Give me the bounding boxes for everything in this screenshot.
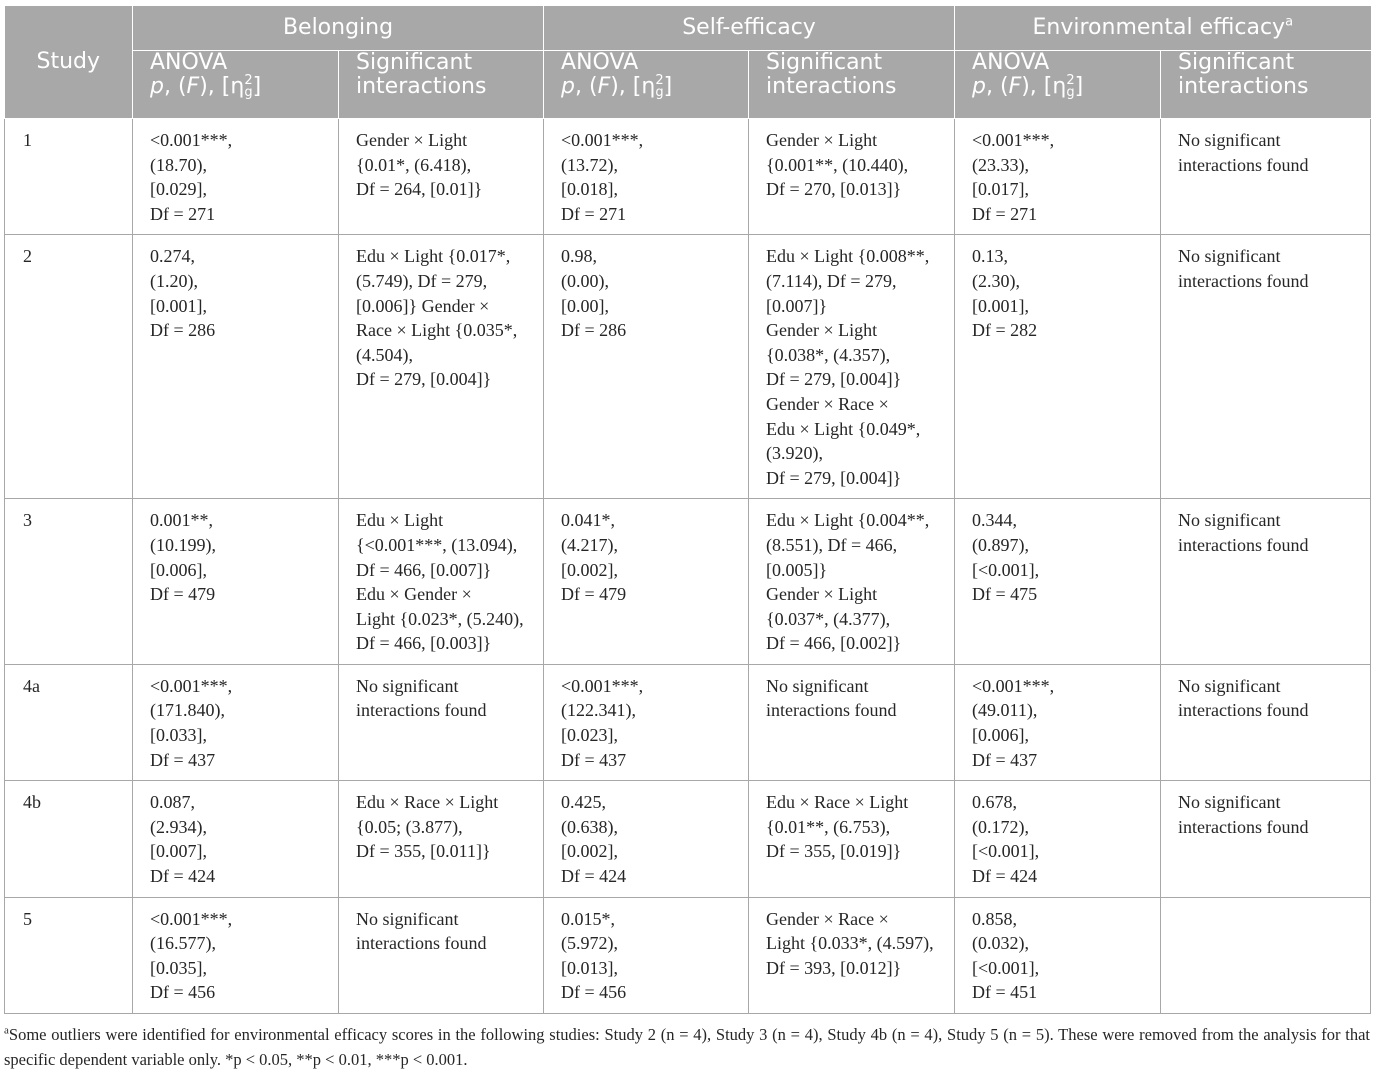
eta-label: η [641,74,656,99]
environmental-anova-cell: <0.001***, (23.33), [0.017], Df = 271 [955,119,1161,235]
anova-label: ANOVA [972,50,1050,75]
table-footnote [4,1022,1370,1072]
anova-label: ANOVA [561,50,639,75]
footnote-text: Some outliers were identified for environmental efficacy scores in the following studies: Study 2 (n = 4), Study 3 (n = 4), Study 4b (n = 4), Study 5 (n = 5). These were removed from the analysis for that specific dependent variable only. *p < 0.05, **p < 0.01, ***p < 0.001. [4,1025,1370,1069]
environmental-anova-cell: 0.13, (2.30), [0.001], Df = 282 [955,235,1161,499]
f-label: F [597,74,611,99]
f-label: F [186,74,200,99]
interactions-label: interactions [1178,74,1309,99]
significant-interactions-header [339,51,544,119]
study-cell: 4b [5,781,133,897]
self-efficacy-interactions-cell: No significant interactions found [749,664,955,780]
study-cell: 5 [5,897,133,1013]
belonging-anova-cell: <0.001***, (171.840), [0.033], Df = 437 [133,664,339,780]
group-header-belonging: Belonging [133,6,544,51]
significant-label: Significant [1178,50,1295,75]
environmental-interactions-cell: No significant interactions found [1161,119,1371,235]
belonging-interactions-cell: Gender × Light {0.01*, (6.418), Df = 264, [0.01]} [339,119,544,235]
group-header-self-efficacy: Self-efficacy [544,6,955,51]
belonging-interactions-cell: Edu × Light {<0.001***, (13.094), Df = 466, [0.007]} Edu × Gender × Light {0.023*, (5.240), Df = 466, [0.003]} [339,499,544,665]
group-header-environmental-efficacy: Environmental efficacy$^a$ [955,6,1371,51]
self-efficacy-anova-cell: <0.001***, (122.341), [0.023], Df = 437 [544,664,749,780]
belonging-interactions-cell: Edu × Light {0.017*, (5.749), Df = 279, [0.006]} Gender × Race × Light {0.035*, (4.504), Df = 279, [0.004]} [339,235,544,499]
belonging-anova-cell: <0.001***, (18.70), [0.029], Df = 271 [133,119,339,235]
anova-results-table [4,6,1371,1014]
anova-header: ANOVA p, (F), [η 2 g ] [955,51,1161,119]
self-efficacy-interactions-cell: Edu × Race × Light {0.01**, (6.753), Df = 355, [0.019]} [749,781,955,897]
footnote-marker-a: a [1285,14,1294,30]
belonging-interactions-cell: Edu × Race × Light {0.05; (3.877), Df = 355, [0.011]} [339,781,544,897]
interactions-label: interactions [356,74,487,99]
environmental-interactions-cell: No significant interactions found [1161,664,1371,780]
study-cell: 2 [5,235,133,499]
table-row [5,897,1371,1013]
study-cell: 4a [5,664,133,780]
environmental-anova-cell: 0.678, (0.172), [<0.001], Df = 424 [955,781,1161,897]
table-row [5,664,1371,780]
environmental-anova-cell: 0.858, (0.032), [<0.001], Df = 451 [955,897,1161,1013]
self-efficacy-anova-cell: 0.425, (0.638), [0.002], Df = 424 [544,781,749,897]
environmental-anova-cell: 0.344, (0.897), [<0.001], Df = 475 [955,499,1161,665]
eta-label: η [230,74,245,99]
table-row [5,119,1371,235]
environmental-interactions-cell: No significant interactions found [1161,499,1371,665]
belonging-interactions-cell: No significant interactions found [339,664,544,780]
footnote-marker: a [4,1024,9,1037]
significant-interactions-header [1161,51,1371,119]
self-efficacy-interactions-cell: Gender × Light {0.001**, (10.440), Df = 270, [0.013]} [749,119,955,235]
header-sub-row [5,51,1371,119]
self-efficacy-anova-cell: <0.001***, (13.72), [0.018], Df = 271 [544,119,749,235]
environmental-interactions-cell: No significant interactions found [1161,781,1371,897]
self-efficacy-interactions-cell: Edu × Light {0.004**, (8.551), Df = 466, [0.005]} Gender × Light {0.037*, (4.377), Df = 466, [0.002]} [749,499,955,665]
self-efficacy-anova-cell: 0.015*, (5.972), [0.013], Df = 456 [544,897,749,1013]
table-body [5,119,1371,1014]
belonging-anova-cell: <0.001***, (16.577), [0.035], Df = 456 [133,897,339,1013]
belonging-interactions-cell: No significant interactions found [339,897,544,1013]
table-row [5,499,1371,665]
table-row [5,235,1371,499]
table-row [5,781,1371,897]
belonging-anova-cell: 0.001**, (10.199), [0.006], Df = 479 [133,499,339,665]
p-label: p [561,74,575,99]
self-efficacy-anova-cell: 0.98, (0.00), [0.00], Df = 286 [544,235,749,499]
study-cell: 3 [5,499,133,665]
significant-label: Significant [766,50,883,75]
anova-header: ANOVA p, (F), [η 2 g ] [544,51,749,119]
environmental-interactions-cell [1161,897,1371,1013]
anova-header: ANOVA p, (F), [η 2 g ] [133,51,339,119]
anova-label: ANOVA [150,50,228,75]
significant-label: Significant [356,50,473,75]
results-table-container [4,6,1370,1014]
significant-interactions-header [749,51,955,119]
self-efficacy-interactions-cell: Gender × Race × Light {0.033*, (4.597), Df = 393, [0.012]} [749,897,955,1013]
environmental-interactions-cell: No significant interactions found [1161,235,1371,499]
self-efficacy-anova-cell: 0.041*, (4.217), [0.002], Df = 479 [544,499,749,665]
self-efficacy-interactions-cell: Edu × Light {0.008**, (7.114), Df = 279, [0.007]} Gender × Light {0.038*, (4.357), Df = 279, [0.004]} Gender × Race × Edu × Light {0.049*, (3.920), Df = 279, [0.004]} [749,235,955,499]
study-cell: 1 [5,119,133,235]
belonging-anova-cell: 0.274, (1.20), [0.001], Df = 286 [133,235,339,499]
p-label: p [150,74,164,99]
f-label: F [1008,74,1022,99]
belonging-anova-cell: 0.087, (2.934), [0.007], Df = 424 [133,781,339,897]
p-label: p [972,74,986,99]
environmental-anova-cell: <0.001***, (49.011), [0.006], Df = 437 [955,664,1161,780]
interactions-label: interactions [766,74,897,99]
study-column-header: Study [5,6,133,119]
eta-label: η [1052,74,1067,99]
header-group-row [5,6,1371,51]
